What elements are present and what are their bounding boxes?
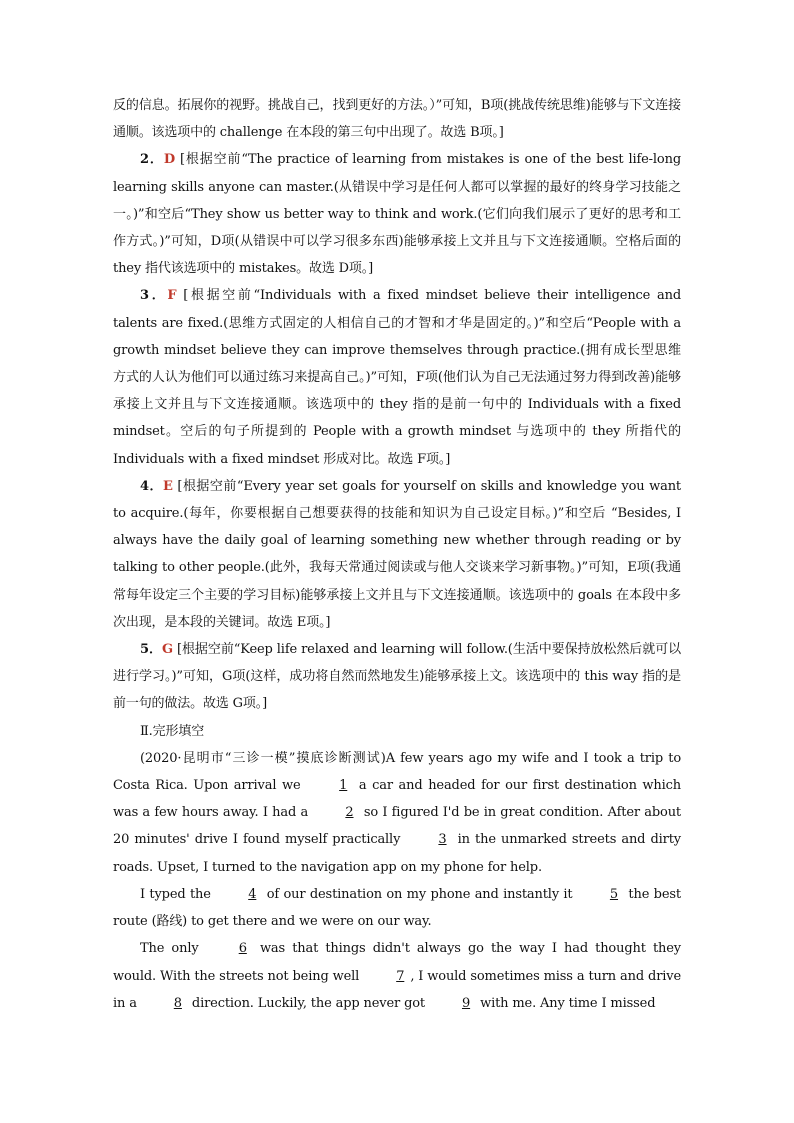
- cloze-text: was that things didn't always go the way I had thought they would. With the streets not being well: [113, 941, 681, 984]
- paragraph-answer-1-tail: 反的信息。拓展你的视野。挑战自己，找到更好的方法。）”可知，B项(挑战传统思维)能够与下文连接通顺。该选项中的 challenge 在本段的第三句中出现了。故选 B项。]: [113, 98, 681, 141]
- answer-explanation: [根据空前“Keep life relaxed and learning will follow.(生活中要保持放松然后就可以进行学习。)”可知，G项(这样，成功将自然而然地发生)能够承接上文。该选项中的 this way 指的是前一句的做法。故选 G项。]: [113, 642, 681, 712]
- answer-explanation: [根据空前“Individuals with a fixed mindset believe their intelligence and talents are fixed.(思维方式固定的人相信自己的才智和才华是固定的。)”和空后“People with a growth mindset believe they can improve themselves through practice.(拥有成长型思维方式的人认为他们可以通过练习来提高自己。)”可知，F项(他们认为自己无法通过努力得到改善)能够承接上文并且与下文连接通顺。该选项中的 they 指的是前一句中的 Individuals with a fixed mindset。空后的句子所提到的 People with a growth mindset 与选项中的 they 所指代的 Individuals with a fixed mindset 形成对比。故选 F项。]: [113, 288, 682, 467]
- answer-item-3: [113, 282, 681, 472]
- cloze-blank-7: 7: [396, 968, 405, 984]
- cloze-text: I typed the: [140, 886, 216, 902]
- answer-letter: E: [163, 478, 173, 494]
- answer-item-2: [113, 146, 681, 282]
- item-number: 4．: [140, 478, 164, 494]
- answer-item-5: [113, 636, 681, 718]
- answer-letter: F: [167, 288, 177, 304]
- answer-letter: G: [161, 642, 173, 658]
- answer-item-4: [113, 473, 681, 636]
- answer-letter: D: [163, 152, 175, 168]
- cloze-text: , I would sometimes miss a turn and drive in a: [113, 968, 682, 1011]
- cloze-blank-9: 9: [461, 995, 471, 1011]
- answer-explanation: [根据空前“Every year set goals for yourself on skills and knowledge you want to acquire.(每年，你要根据自己想要获得的技能和知识为自己设定目标。)”和空后 “Besides, I always have the daily goal of learning something new whether through reading or by talking to other people.(此外，我每天常通过阅读或与他人交谈来学习新事物。)”可知，E项(我通常每年设定三个主要的学习目标)能够承接上文并且与下文连接通顺。该选项中的 goals 在本段中多次出现，是本段的关键词。故选 E项。]: [113, 478, 681, 630]
- cloze-blank-6: 6: [238, 941, 247, 957]
- cloze-text: in the unmarked streets and dirty roads. Upset, I turned to the navigation app on my phone for help.: [113, 832, 681, 875]
- section-title: Ⅱ.完形填空: [140, 723, 205, 739]
- answer-explanation: [根据空前“The practice of learning from mistakes is one of the best life-long learning skills anyone can master.(从错误中学习是任何人都可以掌握的最好的终身学习技能之一。)”和空后“They show us better way to think and work.(它们向我们展示了更好的思考和工作方式。)”可知，D项(从错误中可以学习很多东西)能够承接上文并且与下文连接通顺。空格后面的 they 指代该选项中的 mistakes。故选 D项。]: [113, 152, 681, 277]
- cloze-text: of our destination on my phone and instantly it: [262, 886, 577, 902]
- cloze-text: The only: [140, 941, 206, 957]
- item-number: 3．: [140, 288, 168, 304]
- cloze-text: a car and headed for our first destination which was a few hours away. I had a: [113, 778, 681, 821]
- item-number: 5．: [140, 642, 162, 658]
- cloze-text: with me. Any time I missed: [476, 995, 656, 1011]
- cloze-blank-1: 1: [339, 778, 348, 794]
- cloze-paragraph-1: [113, 745, 681, 881]
- cloze-blank-4: 4: [248, 886, 257, 902]
- cloze-paragraph-2: [113, 881, 681, 935]
- cloze-blank-2: 2: [345, 805, 354, 821]
- item-number: 2．: [140, 152, 164, 168]
- cloze-text: the best route (路线) to get there and we were on our way.: [113, 886, 681, 930]
- cloze-blank-3: 3: [438, 832, 447, 848]
- cloze-text: so I figured I'd be in great condition. After about 20 minutes' drive I found myself practically: [113, 805, 681, 848]
- document-page: [113, 92, 681, 1017]
- cloze-text: A few years ago my wife and I took a trip to Costa Rica. Upon arrival we: [113, 750, 681, 794]
- cloze-blank-8: 8: [173, 995, 182, 1011]
- cloze-source: (2020·昆明市“三诊一模”摸底诊断测试): [140, 750, 386, 766]
- cloze-paragraph-3: [113, 935, 681, 1017]
- cloze-text: direction. Luckily, the app never got: [187, 995, 429, 1011]
- cloze-blank-5: 5: [609, 886, 619, 902]
